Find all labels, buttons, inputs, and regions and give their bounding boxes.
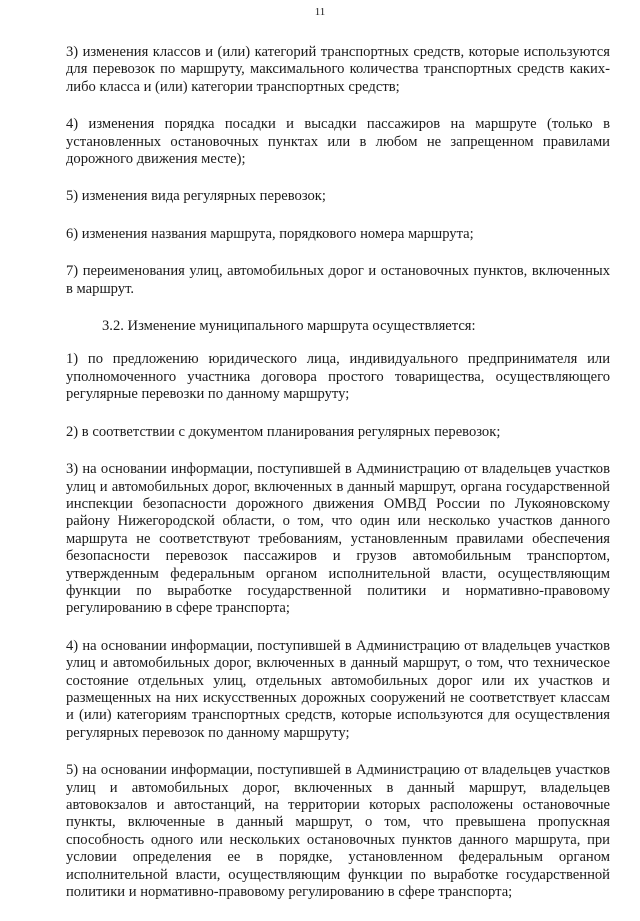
section-3-2-heading: 3.2. Изменение муниципального маршрута осуществляется: bbox=[102, 318, 476, 335]
paragraph-1-operator-proposal: 1) по предложению юридического лица, индивидуального предпринимателя или уполномоченного участника договора простого товарищества, осуществляющего регулярные перевозки по данному маршруту; bbox=[66, 351, 610, 403]
paragraph-3-vehicle-classes: 3) изменения классов и (или) категорий транспортных средств, которые используются для перевозок по маршруту, максимального количества транспортных средств каких-либо класса и (или) категории транспортных средств; bbox=[66, 44, 610, 95]
paragraph-5-transport-type: 5) изменения вида регулярных перевозок; bbox=[66, 188, 326, 205]
paragraph-4-road-condition: 4) на основании информации, поступившей в Администрацию от владельцев участков улиц и автомобильных дорог, включенных в данный маршрут, о том, что техническое состояние отдельных улиц, отдельных автомобильных дорог или их участков и размещенных на них искусственных дорожных сооружений не соответствует классам и (или) категориям транспортных средств, которые используются для осуществления регулярных перевозок по данному маршруту; bbox=[66, 637, 610, 741]
page-number: 11 bbox=[314, 6, 326, 18]
paragraph-2-planning-document: 2) в соответствии с документом планирования регулярных перевозок; bbox=[66, 423, 501, 440]
document-body bbox=[66, 44, 610, 921]
paragraph-6-route-name: 6) изменения названия маршрута, порядкового номера маршрута; bbox=[66, 225, 474, 242]
paragraph-4-boarding-order: 4) изменения порядка посадки и высадки пассажиров на маршруте (только в установленных остановочных пунктах или в любом не запрещенном правилами дорожного движения месте); bbox=[66, 116, 610, 168]
paragraph-5-stop-capacity: 5) на основании информации, поступившей в Администрацию от владельцев участков улиц и автомобильных дорог, включенных в данный маршрут, владельцев автовокзалов и автостанций, на территории которых расположены остановочные пункты, включенные в данный маршрут, о том, что превышена пропускная способность одного или нескольких остановочных пунктов данного маршрута, при условии определения ее в порядке, установленном федеральным органом исполнительной власти, осуществляющим функции по выработке государственной политики и нормативно-правовому регулированию в сфере транспорта; bbox=[66, 762, 610, 901]
paragraph-7-street-renaming: 7) переименования улиц, автомобильных дорог и остановочных пунктов, включенных в маршрут. bbox=[66, 263, 610, 297]
paragraph-3-safety-requirements: 3) на основании информации, поступившей в Администрацию от владельцев участков улиц и автомобильных дорог, включенных в данный маршрут, органа государственной инспекции безопасности дорожного движения ОМВД России по Лукояновскому району Нижегородской области, о том, что один или несколько участков данного маршрута не соответствуют требованиям, установленным правилами обеспечения безопасности перевозок пассажиров и грузов автомобильным транспортом, утвержденным федеральным органом исполнительной власти, осуществляющим функции по выработке государственной политики и нормативно-правовому регулированию в сфере транспорта; bbox=[66, 461, 610, 617]
